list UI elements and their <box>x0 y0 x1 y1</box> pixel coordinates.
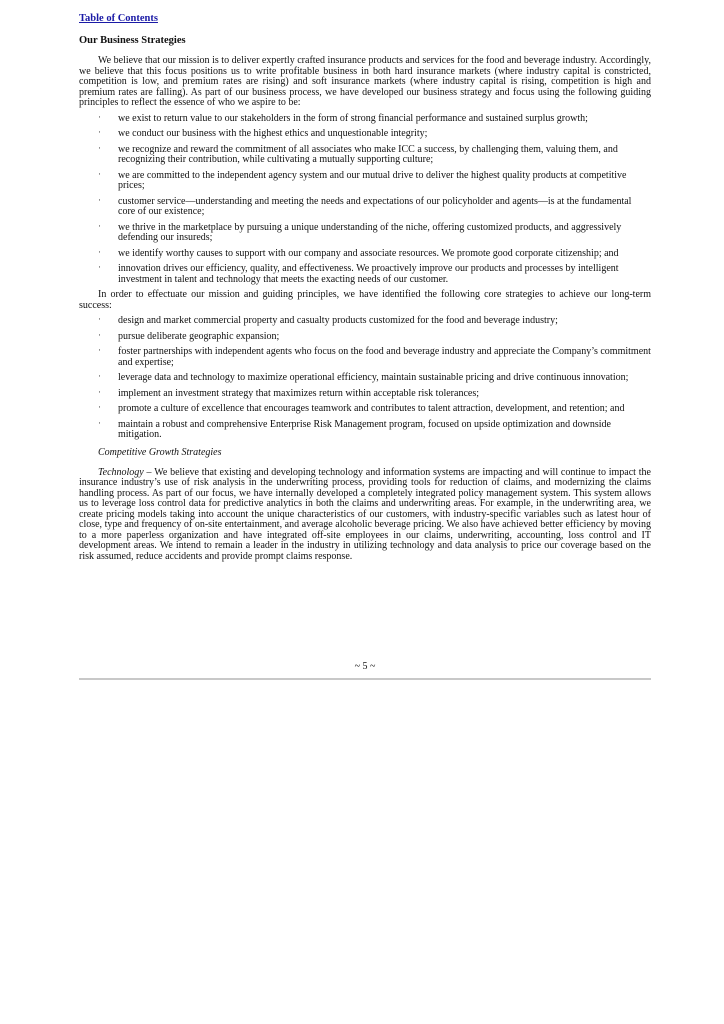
list-item-text: we exist to return value to our stakeholders in the form of strong financial performance and sustained surplus growth; <box>118 112 588 124</box>
bullet-icon: · <box>98 168 101 179</box>
guiding-principles-list <box>79 111 651 286</box>
bullet-icon: · <box>98 262 101 272</box>
list-item <box>79 329 651 343</box>
list-item <box>79 194 651 218</box>
technology-paragraph <box>79 468 651 563</box>
list-item <box>79 111 651 125</box>
intro-paragraph: We believe that our mission is to deliver expertly crafted insurance products and services for the food and beverage industry. Accordingly, we believe that this focus positions us to write profitable business in both hard insurance markets (where industry capital is constricted, competition is low, and premium rates are rising) and soft insurance markets (where industry capital is rising, competition is high and premium rates are falling). As part of our business process, we have developed our business strategy and focus using the following guiding principles to reflect the essence of who we aspire to be: <box>79 55 651 108</box>
list-item <box>79 168 651 192</box>
bullet-icon: · <box>98 402 101 412</box>
competitive-growth-heading: Competitive Growth Strategies <box>98 446 222 458</box>
list-item <box>79 220 651 244</box>
technology-separator: – <box>143 466 155 478</box>
bullet-icon: · <box>98 386 101 397</box>
list-item-text: customer service—understanding and meeting the needs and expectations of our policyholder and agents—is at the fundamental core of our existence; <box>118 195 632 217</box>
list-item <box>79 246 651 260</box>
list-item-text: we identify worthy causes to support with our company and associate resources. We promote good corporate citizenship; and <box>118 247 619 259</box>
bullet-icon: · <box>98 417 101 428</box>
list-item-text: we thrive in the marketplace by pursuing a unique understanding of the niche, offering customized products, and aggressively defending our insureds; <box>118 221 622 243</box>
list-item <box>79 347 651 368</box>
list-item-text: foster partnerships with independent agents who focus on the food and beverage industry and appreciate the Company’s commitment and expertise; <box>118 346 651 368</box>
bullet-icon: · <box>98 314 101 324</box>
page-divider <box>79 678 651 680</box>
list-item-text: implement an investment strategy that maximizes return within acceptable risk tolerances; <box>118 387 479 399</box>
bullet-icon: · <box>98 371 101 381</box>
list-item-text: innovation drives our efficiency, quality, and effectiveness. We proactively improve our products and processes by intelligent investment in talent and technology that meets the exacting needs of our customer. <box>118 263 619 285</box>
bullet-icon: · <box>98 142 101 153</box>
list-item-text: we conduct our business with the highest ethics and unquestionable integrity; <box>118 128 428 139</box>
list-item-text: pursue deliberate geographic expansion; <box>118 330 280 342</box>
bullet-icon: · <box>98 345 101 355</box>
bullet-icon: · <box>98 194 101 205</box>
bullet-icon: · <box>98 220 101 231</box>
list-item-text: promote a culture of excellence that encourages teamwork and contributes to talent attraction, development, and retention; and <box>118 403 625 414</box>
section-title: Our Business Strategies <box>79 35 186 46</box>
list-item-text: maintain a robust and comprehensive Enterprise Risk Management program, focused on upside optimization and downside mitigation. <box>118 418 611 440</box>
table-of-contents-link[interactable]: Table of Contents <box>79 13 158 24</box>
strategies-paragraph: In order to effectuate our mission and guiding principles, we have identified the following core strategies to achieve our long-term success: <box>79 289 651 311</box>
list-item <box>79 417 651 441</box>
list-item <box>79 129 651 140</box>
core-strategies-list <box>79 316 651 441</box>
list-item-text: we recognize and reward the commitment of all associates who make ICC a success, by challenging them, valuing them, and recognizing their contribution, while cultivating a mutually supporting culture; <box>118 143 618 165</box>
page-number: ~ 5 ~ <box>354 661 376 672</box>
bullet-icon: · <box>98 127 101 137</box>
list-item-text: we are committed to the independent agency system and our mutual drive to deliver the highest quality products at competitive prices; <box>118 169 627 191</box>
list-item <box>79 386 651 400</box>
technology-text: We believe that existing and developing technology and information systems are impacting and will continue to impact the insurance industry’s use of risk analysis in the underwriting process, providing tools for reduction of claims, and modernizing the claims handling process. As part of our focus, we have internally developed a completely integrated policy management system. This system allows us to leverage loss control data for predictive analytics in both the claims and underwriting areas. For example, in the underwriting area, we create pricing models taking into account the unique characteristics of our customers, with industry-specific variables such as latest hour of close, type and frequency of on-site entertainment, and average alcoholic beverage pricing. We also have achieved better efficiency by moving to a more paperless organization and have integrated off-site employees in our claims, underwriting, accounting, loss control and IT development areas. We intend to remain a leader in the industry in utilizing technology and data analysis to price our coverage based on the risk assumed, reduce accidents and provide prompt claims response. <box>79 466 651 562</box>
list-item <box>79 373 651 384</box>
list-item-text: leverage data and technology to maximize operational efficiency, maintain sustainable pricing and drive continuous innovation; <box>118 372 629 383</box>
list-item <box>79 316 651 327</box>
list-item <box>79 264 651 285</box>
list-item <box>79 404 651 415</box>
bullet-icon: · <box>98 329 101 340</box>
technology-label: Technology <box>98 466 144 478</box>
list-item <box>79 142 651 166</box>
bullet-icon: · <box>98 246 101 257</box>
bullet-icon: · <box>98 111 101 122</box>
document-page <box>79 8 651 672</box>
list-item-text: design and market commercial property and casualty products customized for the food and beverage industry; <box>118 315 558 326</box>
